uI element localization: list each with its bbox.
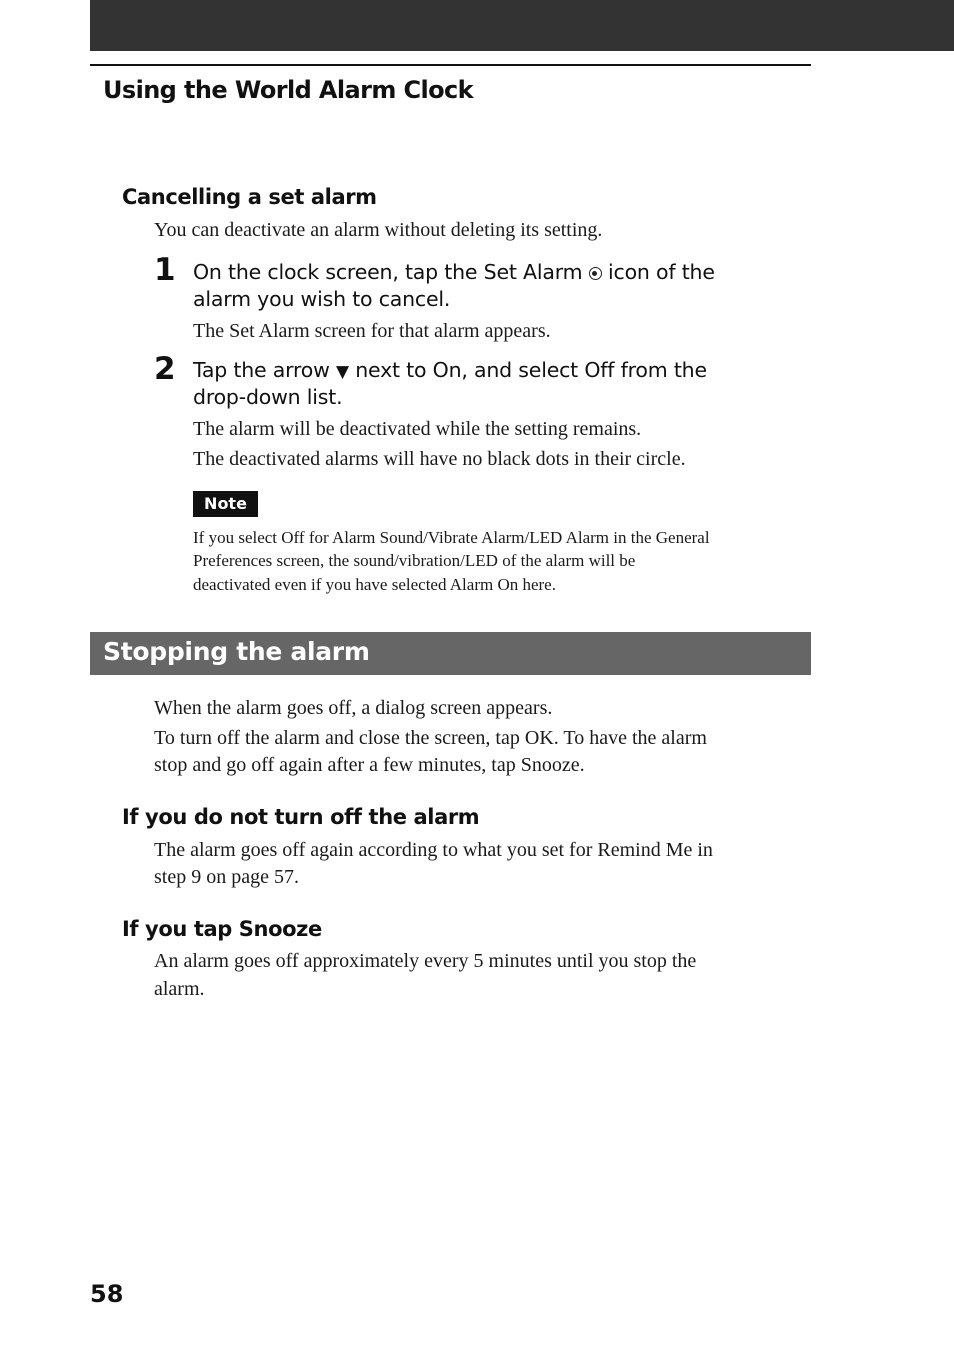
step-1-number: 1 — [154, 252, 176, 288]
note-line-1: If you select Off for Alarm Sound/Vibrate Alarm/LED Alarm in the General — [193, 528, 710, 547]
stop-para-2-line2: stop and go off again after a few minutes, tap Snooze. — [154, 754, 585, 776]
note-label: Note — [193, 491, 258, 517]
step-2-number: 2 — [154, 351, 176, 387]
down-triangle-icon: ▼ — [336, 362, 349, 382]
step-2-text-b: next to On, and select Off from the — [355, 358, 707, 382]
sub-heading-snooze: If you tap Snooze — [122, 917, 322, 941]
sub1-line-1: The alarm goes off again according to what you set for Remind Me in — [154, 839, 713, 861]
header-rule — [90, 64, 811, 66]
step-1-instruction — [193, 259, 715, 286]
section-title: Stopping the alarm — [103, 637, 370, 666]
note-line-2: Preferences screen, the sound/vibration/LED of the alarm will be — [193, 551, 636, 570]
set-alarm-icon — [589, 267, 602, 280]
top-header-bar — [90, 0, 954, 51]
sub2-line-1: An alarm goes off approximately every 5 minutes until you stop the — [154, 950, 697, 972]
sub-heading-no-turn-off: If you do not turn off the alarm — [122, 805, 480, 829]
step-1-text-a: On the clock screen, tap the Set Alarm — [193, 260, 583, 284]
cancel-intro: You can deactivate an alarm without deleting its setting. — [154, 219, 603, 241]
step-1-text-b: icon of the — [608, 260, 715, 284]
section-header-bar — [90, 632, 811, 675]
note-line-3: deactivated even if you have selected Alarm On here. — [193, 575, 556, 594]
cancel-heading: Cancelling a set alarm — [122, 185, 377, 209]
step-1-text-line2: alarm you wish to cancel. — [193, 287, 451, 311]
step-2-result-2: The deactivated alarms will have no black dots in their circle. — [193, 448, 686, 470]
step-2-result-1: The alarm will be deactivated while the setting remains. — [193, 418, 642, 440]
stop-para-2-line1: To turn off the alarm and close the screen, tap OK. To have the alarm — [154, 727, 707, 749]
sub1-line-2: step 9 on page 57. — [154, 866, 299, 888]
stop-para-1: When the alarm goes off, a dialog screen appears. — [154, 697, 553, 719]
step-2-text-a: Tap the arrow — [193, 358, 330, 382]
step-2-instruction — [193, 357, 707, 386]
chapter-title: Using the World Alarm Clock — [103, 76, 474, 104]
step-2-text-line2: drop-down list. — [193, 385, 343, 409]
sub2-line-2: alarm. — [154, 978, 205, 1000]
page-number: 58 — [90, 1280, 124, 1308]
step-1-result: The Set Alarm screen for that alarm appears. — [193, 320, 551, 342]
